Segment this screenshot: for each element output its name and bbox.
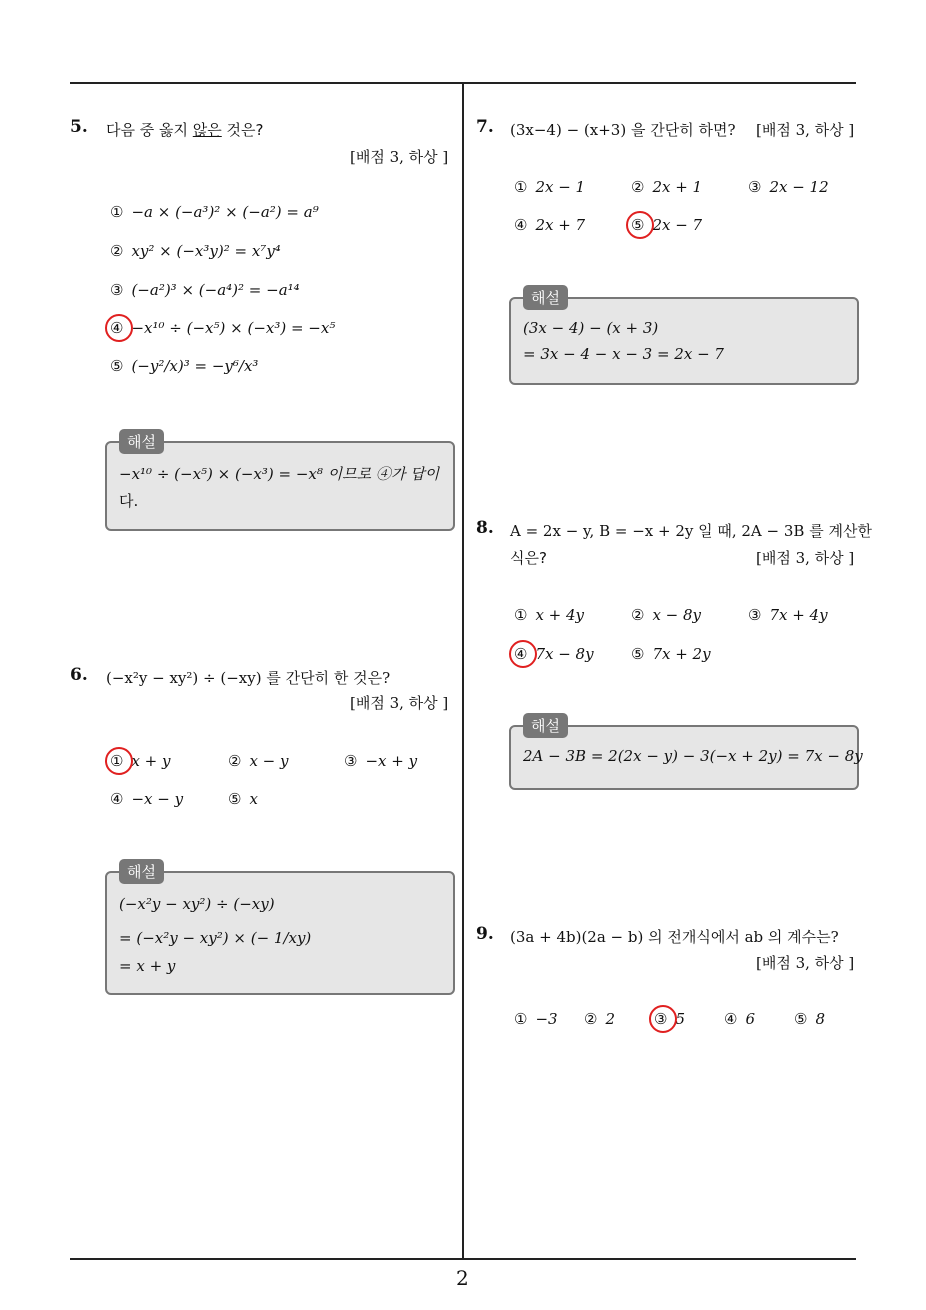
solution-tag: 해설 <box>119 859 164 884</box>
option-1[interactable]: ① 2x − 1 <box>514 178 586 196</box>
solution-line: (3x − 4) − (x + 3) <box>523 319 659 337</box>
question-text: (3x−4) − (x+3) 을 간단히 하면? <box>510 121 736 139</box>
answer-circle <box>105 314 133 342</box>
underlined-word: 않은 <box>192 121 222 139</box>
question-number: 6. <box>70 665 88 685</box>
option-4[interactable]: ④ 6 <box>724 1010 755 1028</box>
solution-box <box>105 863 455 995</box>
solution-line: 다. <box>119 492 139 510</box>
score-label: [배점 3, 하상 ] <box>756 121 855 139</box>
option-3[interactable]: ③ 5 <box>654 1010 685 1028</box>
answer-circle <box>509 640 537 668</box>
answer-circle <box>649 1005 677 1033</box>
solution-tag: 해설 <box>523 285 568 310</box>
option-1[interactable]: ① x + 4y <box>514 606 585 624</box>
option-1[interactable]: ① x + y <box>110 752 171 770</box>
bottom-rule <box>70 1258 856 1260</box>
option-4[interactable]: ④ −x − y <box>110 790 184 808</box>
option-2[interactable]: ② xy² × (−x³y)² = x⁷y⁴ <box>110 242 281 260</box>
question-number: 9. <box>476 924 494 944</box>
option-3[interactable]: ③ 7x + 4y <box>748 606 828 624</box>
option-3[interactable]: ③ (−a²)³ × (−a⁴)² = −a¹⁴ <box>110 281 300 299</box>
answer-circle <box>626 211 654 239</box>
solution-box <box>509 289 859 385</box>
solution-line: = (−x²y − xy²) × (− 1/xy) <box>119 929 312 947</box>
page-number: 2 <box>456 1266 469 1290</box>
score-label: [배점 3, 하상 ] <box>350 694 449 712</box>
option-4[interactable]: ④ 7x − 8y <box>514 645 594 663</box>
question-text: 식은? <box>510 549 547 567</box>
solution-line: (−x²y − xy²) ÷ (−xy) <box>119 895 275 913</box>
option-1[interactable]: ① −3 <box>514 1010 558 1028</box>
question-text: (−x²y − xy²) ÷ (−xy) 를 간단히 한 것은? <box>106 669 391 687</box>
score-label: [배점 3, 하상 ] <box>756 549 855 567</box>
option-2[interactable]: ② x − y <box>228 752 289 770</box>
option-2[interactable]: ② 2 <box>584 1010 615 1028</box>
score-label: [배점 3, 하상 ] <box>756 954 855 972</box>
option-5[interactable]: ⑤ x <box>228 790 258 808</box>
solution-tag: 해설 <box>119 429 164 454</box>
question-number: 8. <box>476 518 494 538</box>
solution-tag: 해설 <box>523 713 568 738</box>
option-5[interactable]: ⑤ 8 <box>794 1010 825 1028</box>
solution-line: 2A − 3B = 2(2x − y) − 3(−x + 2y) = 7x − 8y <box>523 747 863 765</box>
option-5[interactable]: ⑤ 7x + 2y <box>631 645 711 663</box>
question-text: A = 2x − y, B = −x + 2y 일 때, 2A − 3B 를 계산한 <box>510 522 872 540</box>
solution-line: = 3x − 4 − x − 3 = 2x − 7 <box>523 345 724 363</box>
option-5[interactable]: ⑤ (−y²/x)³ = −y⁶/x³ <box>110 357 259 375</box>
option-3[interactable]: ③ 2x − 12 <box>748 178 829 196</box>
question-number: 5. <box>70 117 88 137</box>
solution-line: = x + y <box>119 957 176 975</box>
score-label: [배점 3, 하상 ] <box>350 148 449 166</box>
question-text: (3a + 4b)(2a − b) 의 전개식에서 ab 의 계수는? <box>510 928 839 946</box>
option-2[interactable]: ② 2x + 1 <box>631 178 703 196</box>
option-4[interactable]: ④ −x¹⁰ ÷ (−x⁵) × (−x³) = −x⁵ <box>110 319 336 337</box>
question-number: 7. <box>476 117 494 137</box>
option-3[interactable]: ③ −x + y <box>344 752 418 770</box>
option-4[interactable]: ④ 2x + 7 <box>514 216 586 234</box>
column-divider <box>462 84 464 1260</box>
solution-box <box>509 717 863 790</box>
answer-circle <box>105 747 133 775</box>
solution-line: −x¹⁰ ÷ (−x⁵) × (−x³) = −x⁸ 이므로 ④가 답이 <box>119 465 440 483</box>
option-2[interactable]: ② x − 8y <box>631 606 702 624</box>
option-1[interactable]: ① −a × (−a³)² × (−a²) = a⁹ <box>110 203 319 221</box>
question-text: 다음 중 옳지 않은 것은? <box>106 121 264 139</box>
solution-box <box>105 433 455 531</box>
option-5[interactable]: ⑤ 2x − 7 <box>631 216 703 234</box>
